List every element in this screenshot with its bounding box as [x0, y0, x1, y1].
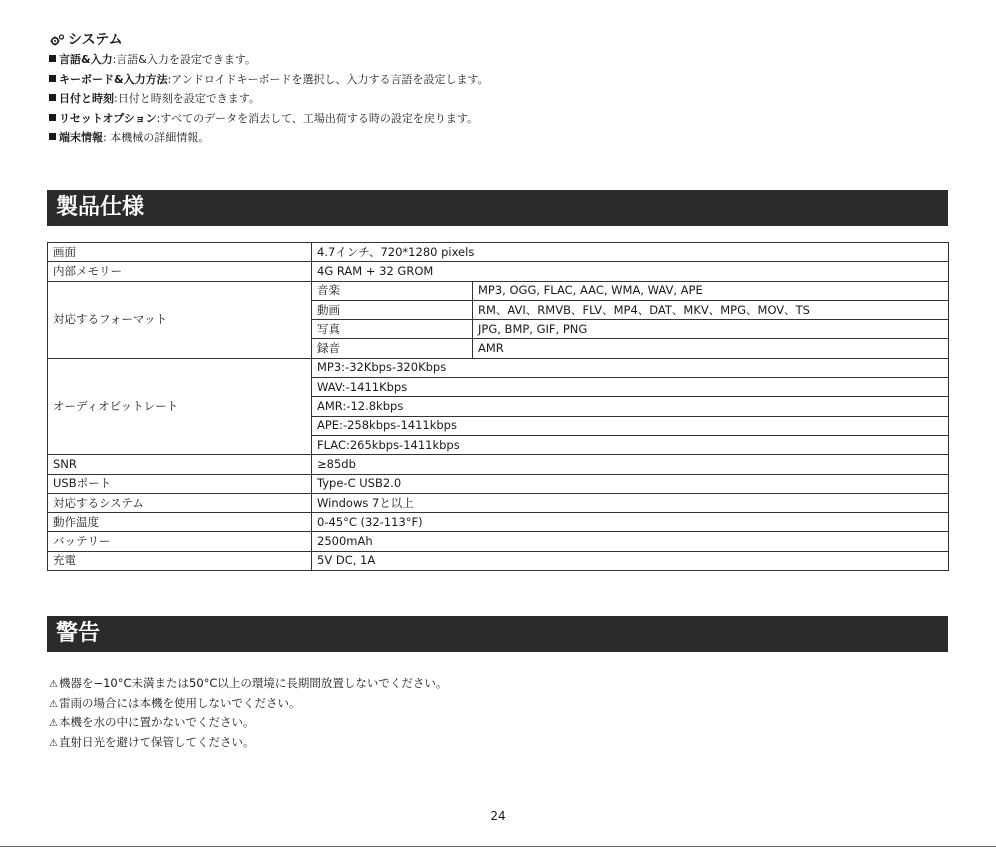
spec-label: 対応するシステム — [48, 493, 312, 512]
spec-value: 4.7インチ、720*1280 pixels — [312, 243, 949, 262]
spec-heading: 製品仕様 — [47, 190, 948, 226]
system-item — [49, 128, 949, 148]
bitrate-value: APE:-258kbps-1411kbps — [312, 416, 949, 435]
table-row — [48, 243, 949, 262]
warning-text: 直射日光を避けて保管してください。 — [58, 734, 255, 749]
warning-triangle-icon: ⚠ — [49, 718, 58, 729]
table-row — [48, 455, 949, 474]
warning-list — [49, 674, 949, 752]
spec-value: 2500mAh — [312, 532, 949, 551]
warning-text: 雷雨の場合には本機を使用しないでください。 — [58, 695, 301, 710]
format-value: RM、AVI、RMVB、FLV、MP4、DAT、MKV、MPG、MOV、TS — [473, 300, 949, 319]
bullet-square-icon — [49, 75, 56, 82]
system-title: システム — [68, 32, 123, 48]
spec-label: オーディオビットレート — [48, 358, 312, 454]
warning-triangle-icon: ⚠ — [49, 698, 58, 710]
table-row — [48, 262, 949, 281]
spec-value: 0-45°C (32-113°F) — [312, 513, 949, 532]
table-row — [48, 493, 949, 512]
format-value: AMR — [473, 339, 949, 358]
page-number: 24 — [490, 809, 506, 823]
format-label: 動画 — [312, 300, 473, 319]
system-item-label: キーボード&入力方法 — [59, 72, 168, 86]
format-value: MP3, OGG, FLAC, AAC, WMA, WAV, APE — [473, 281, 949, 300]
spec-value: Type-C USB2.0 — [312, 474, 949, 493]
spec-value: Windows 7と以上 — [312, 493, 949, 512]
system-item-label: 端末情報 — [59, 131, 103, 144]
warning-text: 本機を水の中に置かないでください。 — [58, 715, 255, 729]
warning-heading: 警告 — [47, 616, 948, 652]
system-item-label: リセットオプション — [59, 111, 157, 125]
format-label: 音楽 — [312, 281, 473, 300]
spec-table — [47, 242, 949, 571]
bitrate-value: AMR:-12.8kbps — [312, 397, 949, 416]
spec-value: ≥85db — [312, 455, 949, 474]
bitrate-value: WAV:-1411Kbps — [312, 378, 949, 397]
system-item — [49, 109, 949, 129]
warning-item — [49, 713, 949, 733]
warning-item — [49, 674, 949, 694]
format-label: 録音 — [312, 339, 473, 358]
spec-label: 画面 — [48, 243, 312, 262]
system-item-text: : 本機械の詳細情報。 — [103, 131, 210, 144]
bullet-square-icon — [49, 94, 56, 101]
spec-label: バッテリー — [48, 532, 312, 551]
system-section — [49, 30, 949, 148]
bottom-divider — [0, 846, 996, 847]
spec-label: 充電 — [48, 551, 312, 570]
system-item — [49, 89, 949, 109]
system-item-label: 日付と時刻 — [59, 92, 114, 105]
warning-item — [49, 733, 949, 753]
spec-value: 4G RAM + 32 GROM — [312, 262, 949, 281]
table-row — [48, 474, 949, 493]
bitrate-value: MP3:-32Kbps-320Kbps — [312, 358, 949, 377]
system-item-text: :日付と時刻を設定できます。 — [114, 92, 260, 105]
warning-item — [49, 694, 949, 714]
format-value: JPG, BMP, GIF, PNG — [473, 320, 949, 339]
spec-label: 動作温度 — [48, 513, 312, 532]
gear-icon — [49, 32, 65, 48]
bullet-square-icon — [49, 55, 56, 62]
table-row — [48, 358, 949, 377]
format-label: 写真 — [312, 320, 473, 339]
spec-value: 5V DC, 1A — [312, 551, 949, 570]
table-row — [48, 513, 949, 532]
system-item — [49, 70, 949, 90]
bitrate-value: FLAC:265kbps-1411kbps — [312, 435, 949, 454]
spec-label: SNR — [48, 455, 312, 474]
bullet-square-icon — [49, 114, 56, 121]
table-row — [48, 281, 949, 300]
system-item-label: 言語&入力 — [59, 53, 113, 66]
table-row — [48, 532, 949, 551]
spec-label: USBポート — [48, 474, 312, 493]
warning-triangle-icon: ⚠ — [49, 737, 58, 749]
system-item — [49, 50, 949, 70]
table-row — [48, 551, 949, 570]
spec-label: 対応するフォーマット — [48, 281, 312, 358]
system-item-text: :言語&入力を設定できます。 — [112, 53, 256, 66]
spec-label: 内部メモリー — [48, 262, 312, 281]
system-heading — [49, 30, 949, 50]
warning-triangle-icon: ⚠ — [49, 679, 58, 690]
bullet-square-icon — [49, 133, 56, 140]
warning-text: 機器を−10°C未満または50°C以上の環境に長期間放置しないでください。 — [58, 676, 448, 690]
system-item-text: :すべてのデータを消去して、工場出荷する時の設定を戻ります。 — [156, 111, 478, 125]
system-item-text: :アンドロイドキーボードを選択し、入力する言語を設定します。 — [167, 72, 489, 86]
